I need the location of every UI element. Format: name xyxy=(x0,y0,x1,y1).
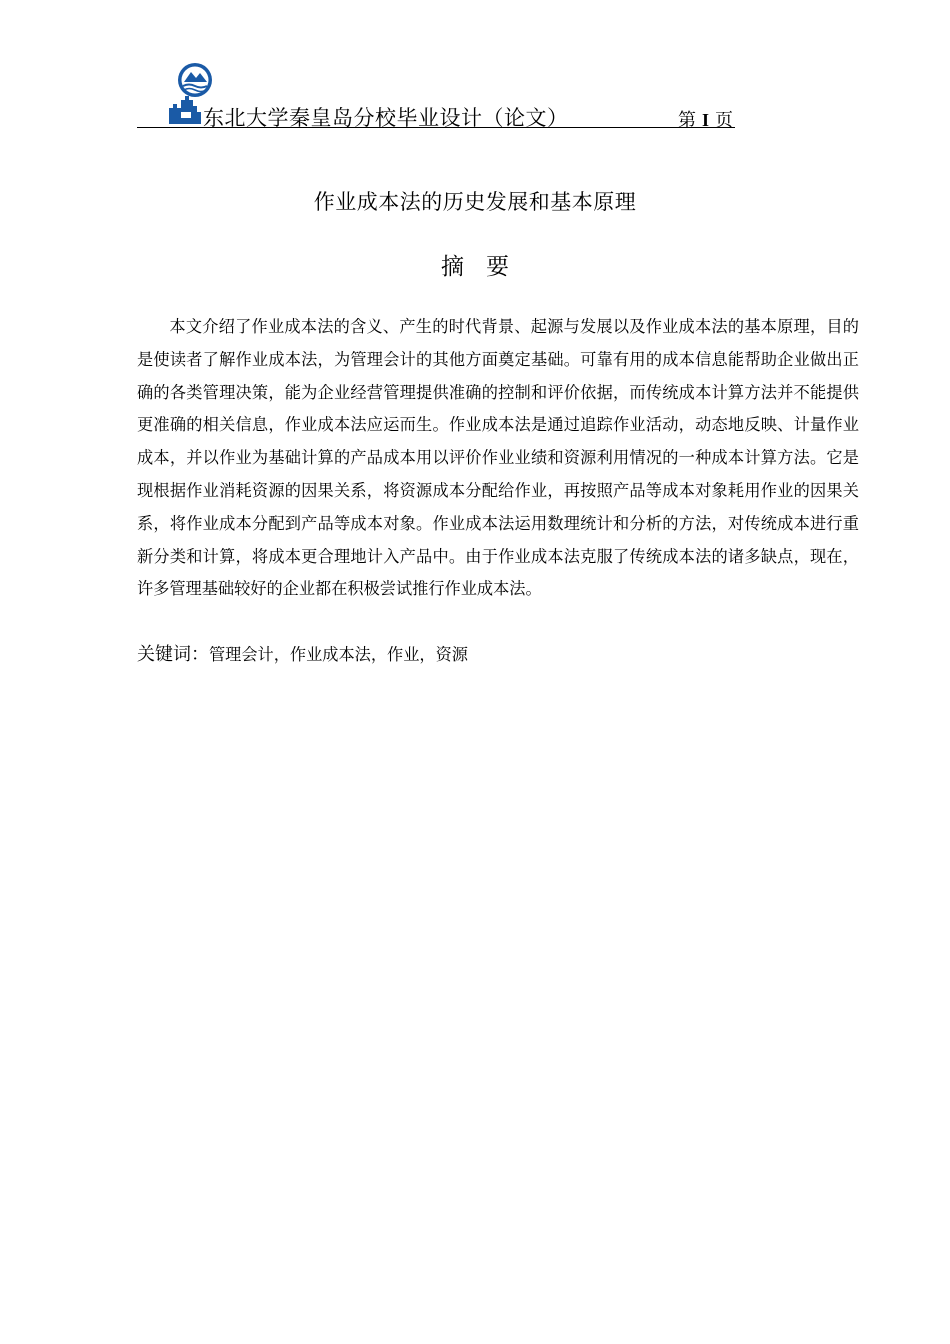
page-number: I xyxy=(701,110,709,130)
abstract-body: 本文介绍了作业成本法的含义、产生的时代背景、起源与发展以及作业成本法的基本原理，目的是使读者了解作业成本法，为管理会计的其他方面奠定基础。可靠有用的成本信息能帮助企业做出正确的各类管理决策，能为企业经营管理提供准确的控制和评价依据，而传统成本计算方法并不能提供更准确的相关信息，作业成本法应运而生。作业成本法是通过追踪作业活动，动态地反映、计量作业成本，并以作业为基础计算的产品成本用以评价作业业绩和资源利用情况的一种成本计算方法。它是现根据作业消耗资源的因果关系，将资源成本分配给作业，再按照产品等成本对象耗用作业的因果关系，将作业成本分配到产品等成本对象。作业成本法运用数理统计和分析的方法，对传统成本进行重新分类和计算，将成本更合理地计入产品中。由于作业成本法克服了传统成本法的诸多缺点，现在，许多管理基础较好的企业都在积极尝试推行作业成本法。 xyxy=(137,317,859,599)
keywords-line xyxy=(137,641,859,669)
keywords-value: 管理会计，作业成本法，作业，资源 xyxy=(209,645,468,664)
abstract-heading: 摘要 xyxy=(441,254,531,280)
keywords-label: 关键词： xyxy=(137,644,209,665)
university-title: 东北大学秦皇岛分校毕业设计（论文） xyxy=(203,106,569,130)
page-number-label xyxy=(678,106,733,132)
page-prefix: 第 xyxy=(677,110,696,131)
header-divider xyxy=(137,127,735,128)
document-title: 作业成本法的历史发展和基本原理 xyxy=(313,190,637,214)
page-suffix: 页 xyxy=(715,110,733,131)
page-header xyxy=(137,60,735,131)
